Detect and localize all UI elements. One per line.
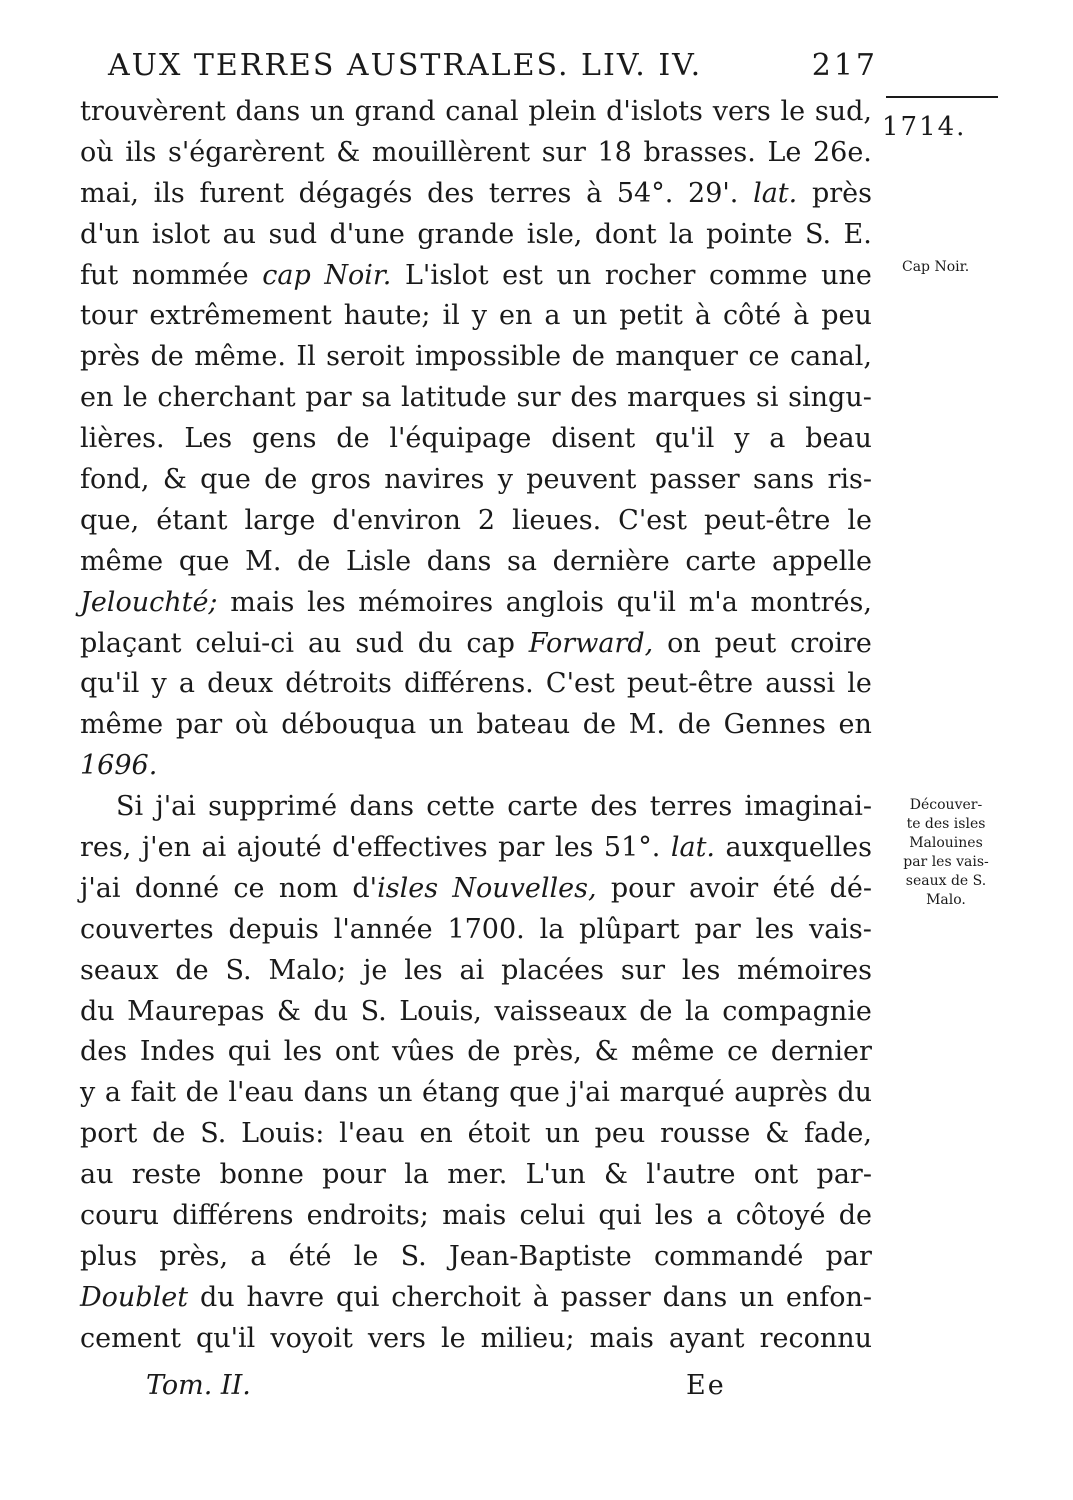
text-line: au reste bonne pour la mer. L'un & l'autre ont par- — [80, 1159, 872, 1191]
text-line: que, étant large d'environ 2 lieues. C'est peut-être le — [80, 504, 872, 536]
text-line: lières. Les gens de l'équipage disent qu'il y a beau — [80, 423, 872, 455]
text-line: qu'il y a deux détroits différens. C'est peut-être aussi le — [80, 668, 872, 700]
margin-note-decouverte — [886, 796, 1006, 910]
text-line: cement qu'il voyoit vers le milieu; mais ayant reconnu — [80, 1322, 872, 1354]
text-line: du Maurepas & du S. Louis, vaisseaux de la compagnie — [80, 995, 872, 1027]
text-line: des Indes qui les ont vûes de près, & même ce dernier — [80, 1036, 872, 1068]
margin-rule — [886, 96, 998, 98]
margin-note-cap-noir: Cap Noir. — [902, 259, 970, 275]
text-line: j'ai donné ce nom d'isles Nouvelles, pour avoir été dé- — [80, 872, 872, 904]
text-line: où ils s'égarèrent & mouillèrent sur 18 brasses. Le 26e. — [80, 136, 872, 168]
margin-note-line: te des isles — [906, 816, 986, 832]
text-line: plaçant celui-ci au sud du cap Forward, on peut croire — [80, 627, 872, 659]
margin-note-line: Malouines — [909, 835, 983, 851]
margin-note-line: Malo. — [926, 892, 966, 908]
margin-year: 1714. — [882, 112, 967, 142]
text-line: même que M. de Lisle dans sa dernière carte appelle — [80, 545, 872, 577]
text-line: en le cherchant par sa latitude sur des marques si singu- — [80, 382, 872, 414]
text-line: près de même. Il seroit impossible de manquer ce canal, — [80, 341, 872, 373]
text-line: Si j'ai supprimé dans cette carte des terres imaginai- — [116, 791, 872, 823]
text-line: fut nommée cap Noir. L'islot est un rocher comme une — [80, 259, 872, 291]
text-line: seaux de S. Malo; je les ai placées sur les mémoires — [80, 954, 872, 986]
text-line: trouvèrent dans un grand canal plein d'islots vers le sud, — [80, 96, 872, 127]
text-line: res, j'en ai ajouté d'effectives par les 51°. lat. auxquelles — [80, 832, 872, 864]
text-line: Jelouchté; mais les mémoires anglois qu'il m'a montrés, — [80, 586, 872, 618]
text-line: 1696. — [80, 750, 158, 782]
text-line: tour extrêmement haute; il y en a un petit à côté à peu — [80, 300, 872, 332]
text-line: fond, & que de gros navires y peuvent passer sans ris- — [80, 464, 872, 496]
text-line: y a fait de l'eau dans un étang que j'ai marqué auprès du — [80, 1077, 872, 1109]
margin-note-line: seaux de S. — [905, 873, 987, 889]
body-text — [80, 96, 872, 1364]
volume-mark: Tom. II. — [146, 1370, 251, 1401]
text-line: couvertes depuis l'année 1700. la plûpart par les vais- — [80, 913, 872, 945]
page-number: 217 — [811, 48, 878, 83]
text-line: d'un islot au sud d'une grande isle, dont la pointe S. E. — [80, 218, 872, 250]
text-line: plus près, a été le S. Jean-Baptiste commandé par — [80, 1240, 872, 1272]
margin-note-line: Découver- — [909, 797, 983, 813]
signature-mark: Ee — [686, 1370, 726, 1401]
page-footer — [146, 1370, 746, 1410]
margin-note-line: par les vais- — [903, 854, 989, 870]
text-line: Doublet du havre qui cherchoit à passer dans un enfon- — [80, 1281, 872, 1313]
text-line: mai, ils furent dégagés des terres à 54°. 29'. lat. près — [80, 177, 872, 209]
running-title: AUX TERRES AUSTRALES. LIV. IV. — [108, 48, 703, 83]
running-header — [108, 48, 878, 88]
text-line: couru différens endroits; mais celui qui les a côtoyé de — [80, 1200, 872, 1232]
text-line: même par où débouqua un bateau de M. de Gennes en — [80, 709, 872, 741]
text-line: port de S. Louis: l'eau en étoit un peu rousse & fade, — [80, 1118, 872, 1150]
